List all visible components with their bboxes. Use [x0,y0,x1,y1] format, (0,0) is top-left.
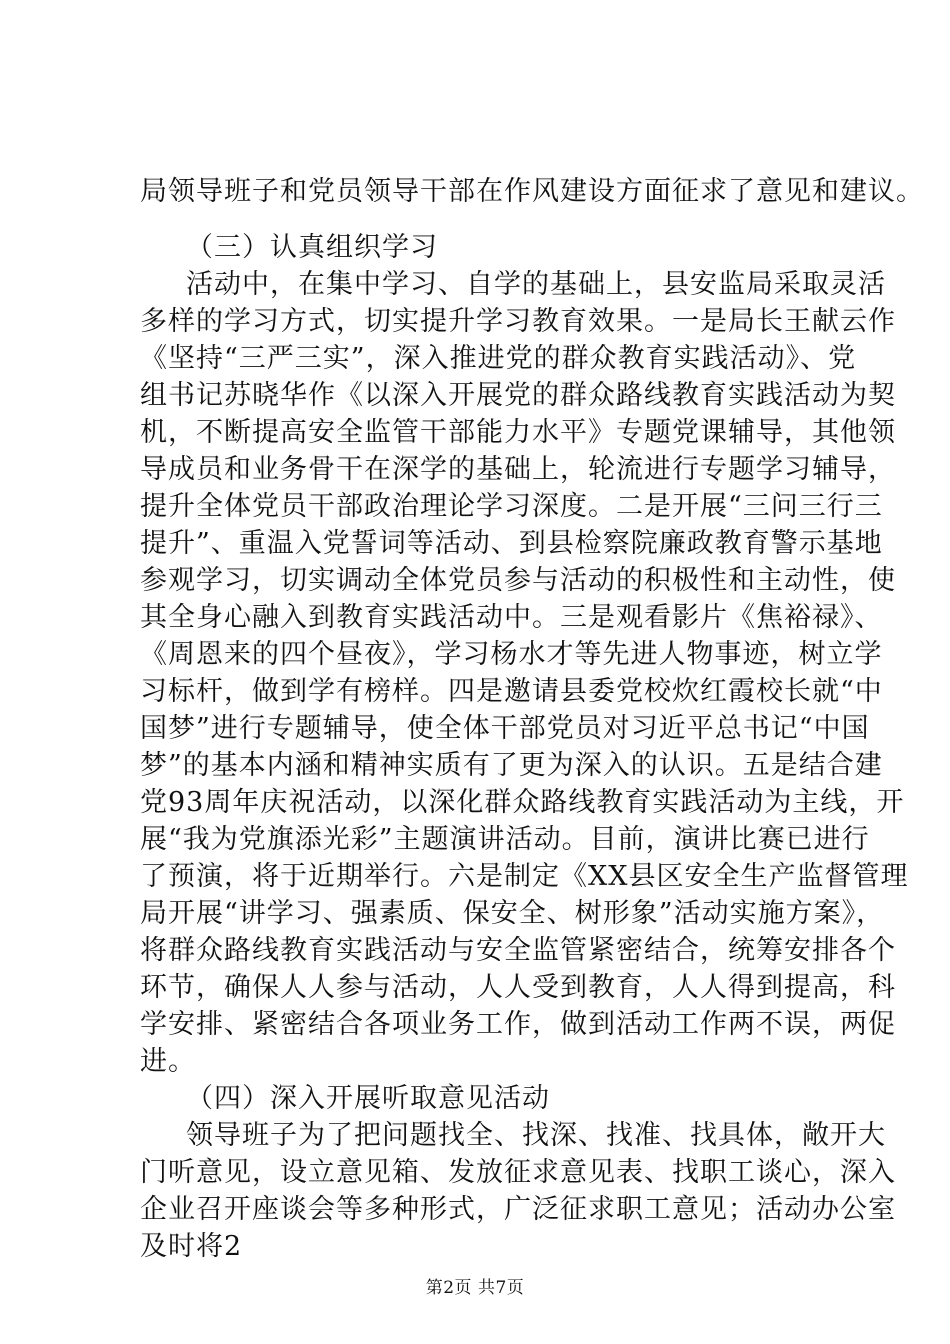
paragraph-line: 将群众路线教育实践活动与安全监管紧密结合，统筹安排各个 [140,935,896,966]
paragraph-line: 了预演，将于近期举行。六是制定《XX县区安全生产监督管理 [140,861,909,892]
section-heading: （三）认真组织学习 [186,232,438,263]
paragraph-line: 门听意见，设立意见箱、发放征求意见表、找职工谈心，深入 [140,1157,896,1188]
paragraph-line: 参观学习，切实调动全体党员参与活动的积极性和主动性，使 [140,565,896,596]
paragraph-line: 进。 [140,1046,196,1077]
paragraph-line: 企业召开座谈会等多种形式，广泛征求职工意见；活动办公室 [140,1194,896,1225]
paragraph-line: 《坚持“三严三实”，深入推进党的群众教育实践活动》、党 [140,343,857,374]
page-number-footer: 第2页 共7页 [425,1278,525,1298]
paragraph-line: 导成员和业务骨干在深学的基础上，轮流进行专题学习辅导， [140,454,896,485]
paragraph-line: 学安排、紧密结合各项业务工作，做到活动工作两不误，两促 [140,1009,896,1040]
paragraph-line: 领导班子为了把问题找全、找深、找准、找具体，敞开大 [186,1120,886,1151]
paragraph-line: 环节，确保人人参与活动，人人受到教育，人人得到提高，科 [140,972,896,1003]
paragraph-line: 《周恩来的四个昼夜》，学习杨水才等先进人物事迹，树立学 [140,639,883,670]
paragraph-line: 梦”的基本内涵和精神实质有了更为深入的认识。五是结合建 [140,750,883,781]
paragraph-line: 局领导班子和党员领导干部在作风建设方面征求了意见和建议。 [140,176,924,207]
paragraph-line: 展“我为党旗添光彩”主题演讲活动。目前，演讲比赛已进行 [140,824,870,855]
paragraph-line: 习标杆，做到学有榜样。四是邀请县委党校炊红霞校长就“中 [140,676,883,707]
paragraph-line: 组书记苏晓华作《以深入开展党的群众路线教育实践活动为契 [140,380,896,411]
paragraph-line: 局开展“讲学习、强素质、保安全、树形象”活动实施方案》， [140,898,885,929]
paragraph-line: 其全身心融入到教育实践活动中。三是观看影片《焦裕禄》、 [140,602,883,633]
paragraph-line: 活动中，在集中学习、自学的基础上，县安监局采取灵活 [186,269,886,300]
section-heading: （四）深入开展听取意见活动 [186,1083,550,1114]
paragraph-line: 机，不断提高安全监管干部能力水平》专题党课辅导，其他领 [140,417,896,448]
paragraph-line: 党93周年庆祝活动，以深化群众路线教育实践活动为主线，开 [140,787,905,818]
paragraph-line: 国梦”进行专题辅导，使全体干部党员对习近平总书记“中国 [140,713,870,744]
paragraph-line: 提升全体党员干部政治理论学习深度。二是开展“三问三行三 [140,491,883,522]
paragraph-line: 多样的学习方式，切实提升学习教育效果。一是局长王献云作 [140,306,896,337]
paragraph-line: 提升”、重温入党誓词等活动、到县检察院廉政教育警示基地 [140,528,883,559]
paragraph-line: 及时将2 [140,1231,243,1262]
